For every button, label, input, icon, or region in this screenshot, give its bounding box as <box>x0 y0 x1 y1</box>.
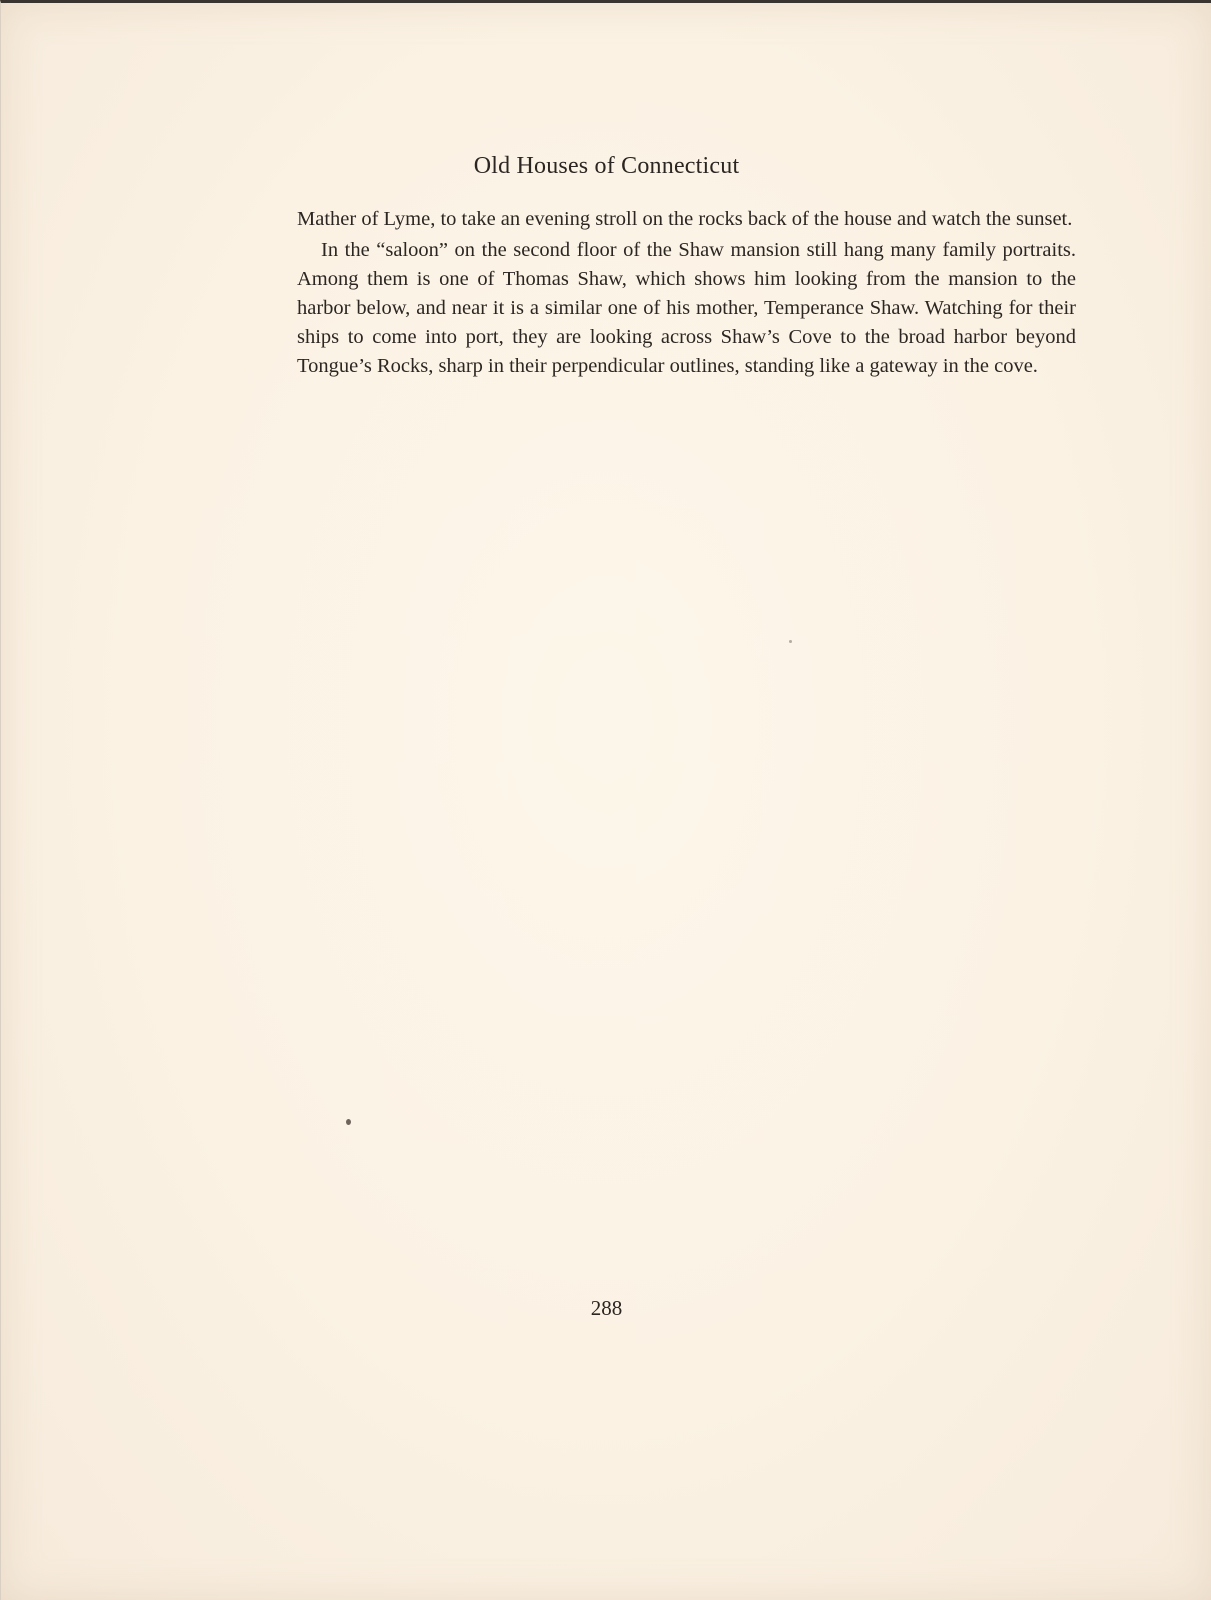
page-number: 288 <box>590 1296 623 1320</box>
paragraph-saloon: In the “saloon” on the second floor of the Shaw mansion still hang many family portraits. Among them is one of Thomas Shaw, which shows him looking from the mansion to the harbor below, and near it is a similar one of his mother, Temperance Shaw. Watching for their ships to come into port, they are looking across Shaw’s Cove to the broad harbor beyond Tongue’s Rocks, sharp in their perpendicular outlines, standing like a gateway in the cove. <box>297 239 1076 377</box>
body-text <box>297 205 1076 381</box>
paragraph-continuation: Mather of Lyme, to take an evening stroll on the rocks back of the house and watch the sunset. <box>297 208 1073 230</box>
paper-speck <box>346 1119 351 1125</box>
running-head: Old Houses of Connecticut <box>473 153 740 179</box>
paper-speck <box>789 640 792 643</box>
